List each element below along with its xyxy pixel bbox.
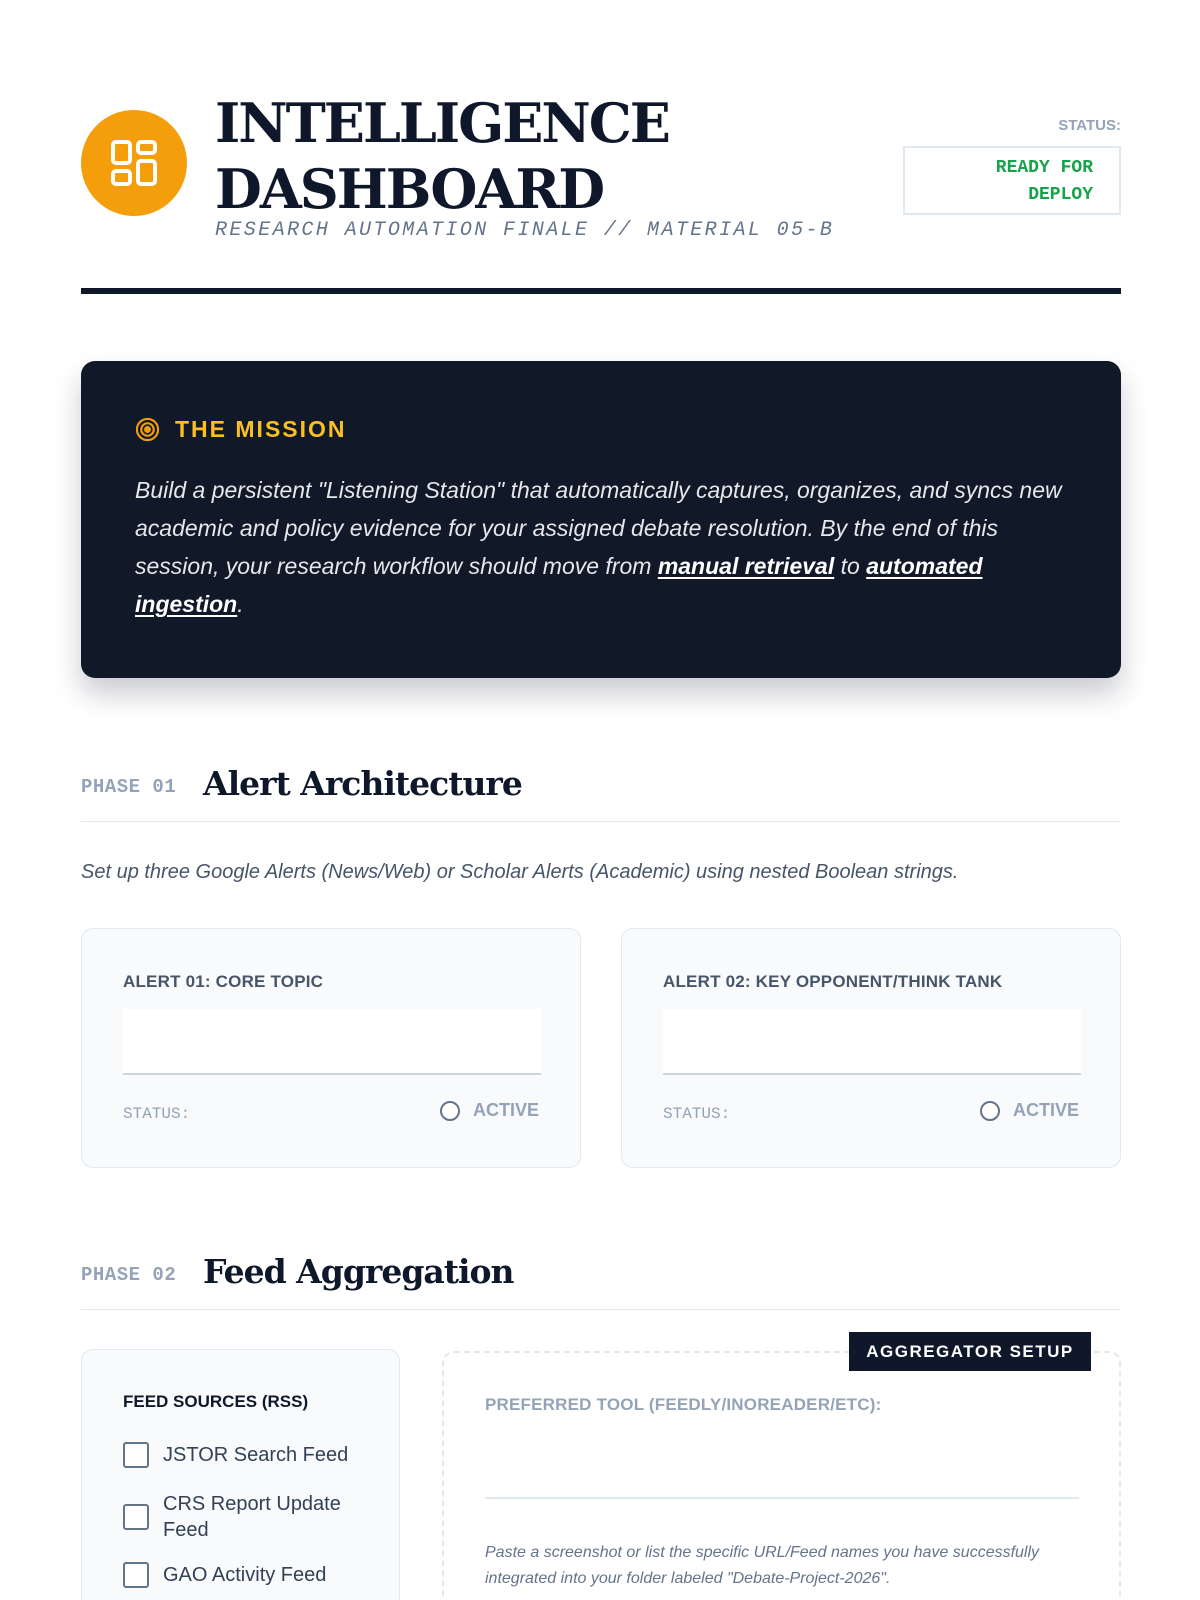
phase-1-title: Alert Architecture [203, 764, 522, 803]
aggregator-tool-input[interactable] [485, 1433, 1079, 1499]
alert-card-2 [621, 928, 1121, 1168]
mission-text-part-2: to [834, 553, 867, 579]
page-subtitle: RESEARCH AUTOMATION FINALE // MATERIAL 05-B [215, 219, 835, 242]
feed-sources-card [81, 1349, 400, 1600]
status-value-line-1: READY FOR [995, 158, 1093, 178]
alert-2-input[interactable] [663, 1009, 1081, 1075]
phase-2-number: PHASE 02 [81, 1264, 177, 1286]
page-title-line-2: DASHBOARD [215, 157, 604, 221]
phase-2-header [81, 1246, 1121, 1310]
feed-checkbox-crs[interactable] [123, 1504, 149, 1530]
phase-1-number: PHASE 01 [81, 776, 177, 798]
mission-heading [135, 416, 347, 443]
alert-1-active-label: ACTIVE [472, 1100, 539, 1120]
alert-1-status-label: STATUS: [123, 1105, 191, 1123]
mission-emphasis-manual: manual retrieval [657, 553, 835, 579]
feed-checkbox-jstor[interactable] [123, 1442, 149, 1468]
alert-2-active-label: ACTIVE [1012, 1100, 1079, 1120]
phase-2-title: Feed Aggregation [203, 1252, 514, 1291]
alert-1-active-radio[interactable] [440, 1101, 460, 1121]
mission-text-part-1: Build a persistent "Listening Station" that automatically captures, organizes, and syncs new academic and policy evidence for your assigned debate resolution. By the end of this session, your research workflow should move from [135, 477, 1062, 579]
mission-text-part-3: . [237, 591, 244, 617]
aggregator-setup-tag: AGGREGATOR SETUP [849, 1332, 1091, 1371]
logo [81, 110, 187, 216]
page-title [215, 90, 669, 222]
aggregator-note: Paste a screenshot or list the specific URL/Feed names you have successfully integrated into your folder labeled "Debate-Project-2026". [485, 1544, 1040, 1587]
status-badge [903, 146, 1121, 215]
alert-card-1 [81, 928, 581, 1168]
feed-item-jstor[interactable] [123, 1442, 363, 1468]
feed-sources-title: FEED SOURCES (RSS) [123, 1392, 309, 1411]
alert-2-label: ALERT 02: KEY OPPONENT/THINK TANK [663, 972, 1003, 991]
mission-emphasis-automated: automated ingestion [135, 553, 983, 617]
feed-item-crs[interactable] [123, 1491, 363, 1543]
page-title-line-1: INTELLIGENCE [215, 91, 669, 155]
mission-text [135, 471, 1070, 623]
feed-item-label: CRS Report Update Feed [163, 1493, 341, 1541]
target-icon [135, 417, 160, 442]
alert-2-active-toggle[interactable] [980, 1100, 1079, 1121]
alert-1-input[interactable] [123, 1009, 541, 1075]
feed-checkbox-gao[interactable] [123, 1562, 149, 1588]
alert-1-active-toggle[interactable] [440, 1100, 539, 1121]
dashboard-grid-icon [110, 139, 158, 187]
aggregator-tool-label: PREFERRED TOOL (FEEDLY/INOREADER/ETC): [485, 1395, 882, 1414]
page-header [81, 90, 1121, 290]
mission-title: THE MISSION [175, 416, 347, 442]
alert-2-active-radio[interactable] [980, 1101, 1000, 1121]
feed-item-label: GAO Activity Feed [163, 1564, 327, 1586]
feed-item-label: JSTOR Search Feed [163, 1444, 349, 1466]
status-label: STATUS: [1058, 117, 1121, 134]
mission-card [81, 361, 1121, 678]
feed-item-gao[interactable] [123, 1562, 363, 1588]
alert-2-status-label: STATUS: [663, 1105, 731, 1123]
phase-1-description: Set up three Google Alerts (News/Web) or Scholar Alerts (Academic) using nested Boolean strings. [81, 861, 959, 883]
aggregator-card [442, 1351, 1121, 1600]
status-value-line-2: DEPLOY [1028, 185, 1093, 205]
alert-1-label: ALERT 01: CORE TOPIC [123, 972, 324, 991]
phase-1-header [81, 758, 1121, 822]
header-divider [81, 288, 1121, 294]
